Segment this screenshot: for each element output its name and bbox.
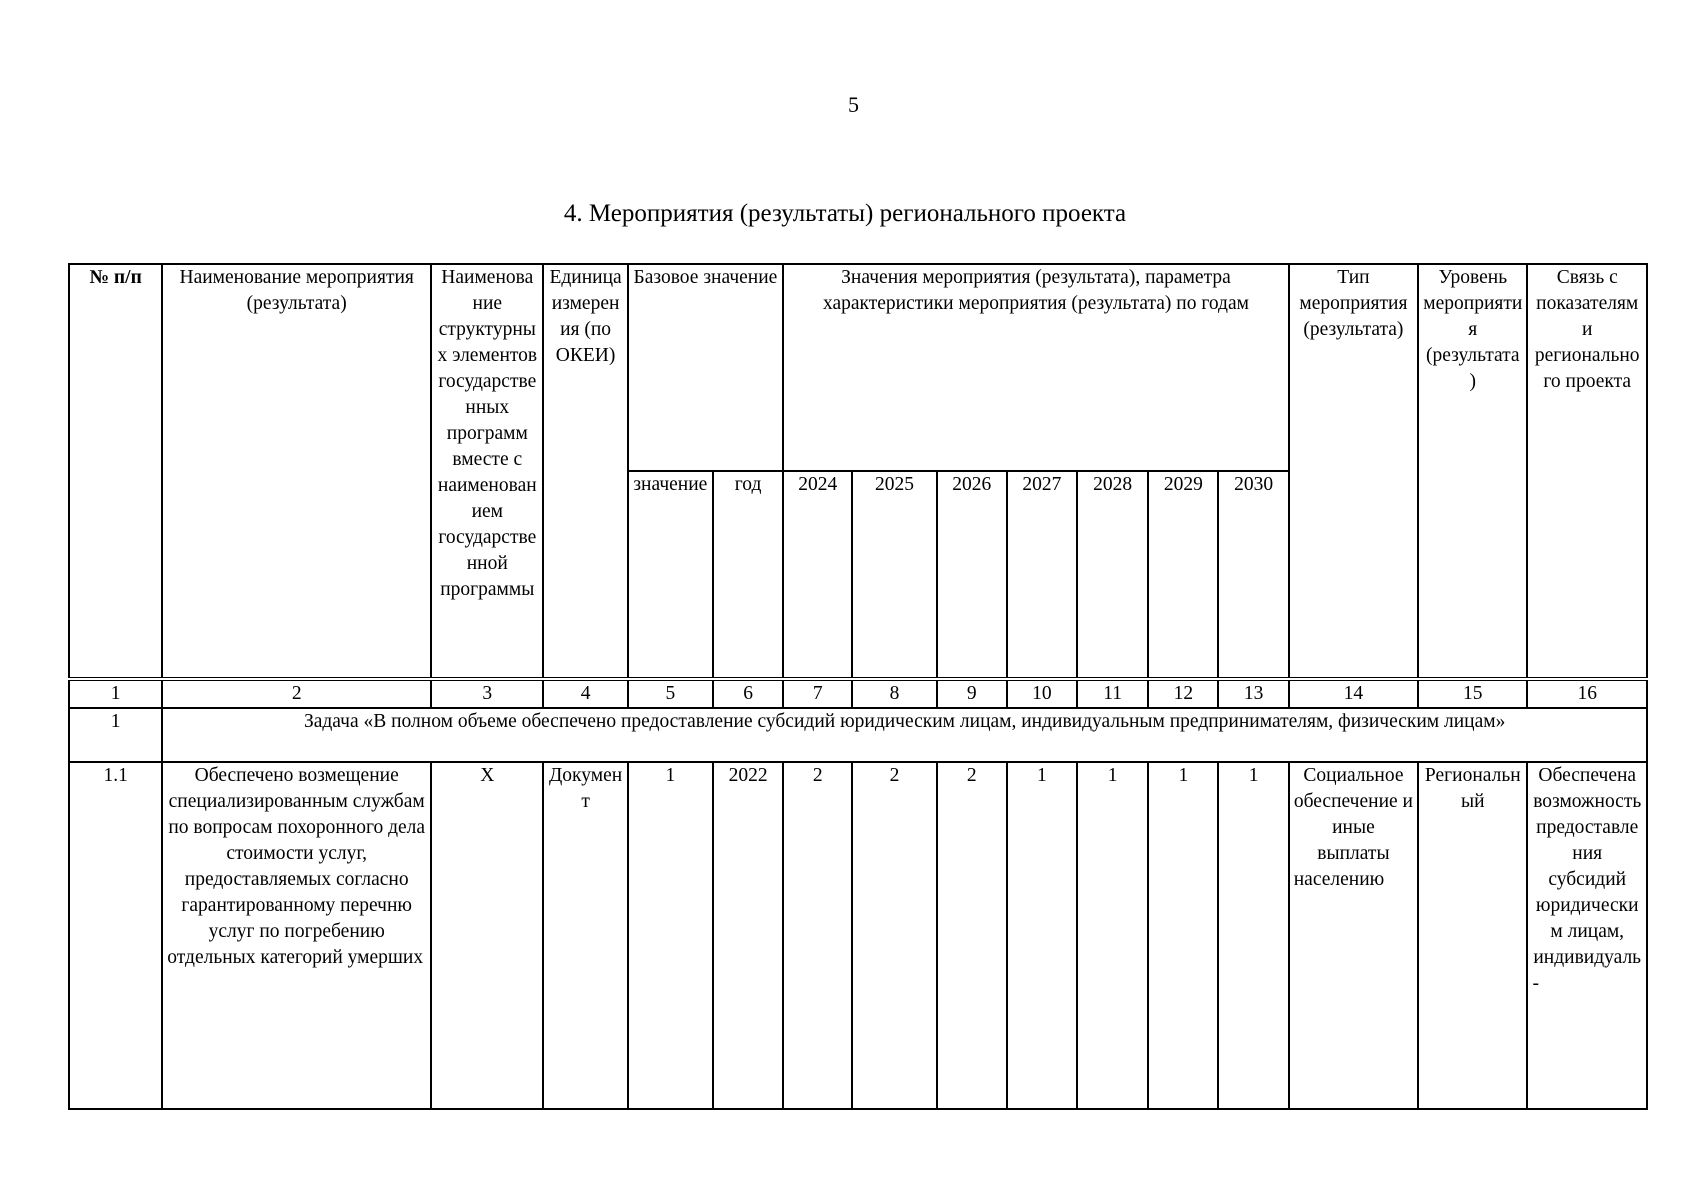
task-row bbox=[69, 708, 1647, 762]
column-number: 11 bbox=[1077, 679, 1148, 708]
row-unit: Документ bbox=[543, 762, 627, 1109]
column-number: 9 bbox=[937, 679, 1007, 708]
row-base-value: 1 bbox=[628, 762, 713, 1109]
column-number: 2 bbox=[162, 679, 431, 708]
header-type: Тип мероприятия (результата) bbox=[1289, 264, 1418, 679]
events-table bbox=[68, 263, 1648, 1110]
header-year: 2030 bbox=[1218, 471, 1288, 679]
column-number: 5 bbox=[628, 679, 713, 708]
column-numbers-row bbox=[69, 679, 1647, 708]
header-year: 2026 bbox=[937, 471, 1007, 679]
column-number: 3 bbox=[431, 679, 543, 708]
row-year-value: 1 bbox=[1007, 762, 1077, 1109]
header-number: № п/п bbox=[69, 264, 162, 679]
row-year-value: 2 bbox=[783, 762, 852, 1109]
header-year: 2027 bbox=[1007, 471, 1077, 679]
header-row-1 bbox=[69, 264, 1647, 471]
row-structural-element: Х bbox=[431, 762, 543, 1109]
row-base-year: 2022 bbox=[713, 762, 783, 1109]
header-year: 2028 bbox=[1077, 471, 1148, 679]
column-number: 7 bbox=[783, 679, 852, 708]
row-link: Обеспечена возможность предоставления субсидий юридическим лицам, индивидуаль- bbox=[1527, 762, 1647, 1109]
column-number: 6 bbox=[713, 679, 783, 708]
header-values-by-year: Значения мероприятия (результата), параметра характеристики мероприятия (результата) по годам bbox=[783, 264, 1289, 471]
task-number: 1 bbox=[69, 708, 162, 762]
header-base-value: Базовое значение bbox=[628, 264, 783, 471]
column-number: 1 bbox=[69, 679, 162, 708]
row-type: Социальное обеспечение и иные выплаты населению bbox=[1289, 762, 1418, 1109]
header-year: 2024 bbox=[783, 471, 852, 679]
column-number: 14 bbox=[1289, 679, 1418, 708]
column-number: 10 bbox=[1007, 679, 1077, 708]
row-number: 1.1 bbox=[69, 762, 162, 1109]
row-year-value: 1 bbox=[1218, 762, 1288, 1109]
row-year-value: 1 bbox=[1077, 762, 1148, 1109]
header-base-value-year: год bbox=[713, 471, 783, 679]
column-number: 4 bbox=[543, 679, 627, 708]
column-number: 15 bbox=[1418, 679, 1527, 708]
header-event-name: Наименование мероприятия (результата) bbox=[162, 264, 431, 679]
header-year: 2029 bbox=[1148, 471, 1218, 679]
header-structural-elements: Наименование структурных элементов государственных программ вместе с наименованием государственной программы bbox=[431, 264, 543, 679]
header-year: 2025 bbox=[852, 471, 936, 679]
row-event-name: Обеспечено возмещение специализированным службам по вопросам похоронного дела стоимости услуг, предоставляемых согласно гарантированному перечню услуг по погребению отдельных категорий умерших bbox=[162, 762, 431, 1109]
page-number: 5 bbox=[848, 92, 859, 117]
column-number: 16 bbox=[1527, 679, 1647, 708]
column-number: 12 bbox=[1148, 679, 1218, 708]
row-year-value: 2 bbox=[852, 762, 936, 1109]
column-number: 8 bbox=[852, 679, 936, 708]
header-unit: Единица измерения (по ОКЕИ) bbox=[543, 264, 627, 679]
section-title: 4. Мероприятия (результаты) регионального проекта bbox=[563, 200, 1127, 227]
header-link: Связь с показателями регионального проекта bbox=[1527, 264, 1647, 679]
column-number: 13 bbox=[1218, 679, 1288, 708]
header-base-value-value: значение bbox=[628, 471, 713, 679]
header-level: Уровень мероприятия (результата) bbox=[1418, 264, 1527, 679]
row-level: Региональный bbox=[1418, 762, 1527, 1109]
table-row bbox=[69, 762, 1647, 1109]
row-year-value: 2 bbox=[937, 762, 1007, 1109]
task-text: Задача «В полном объеме обеспечено предоставление субсидий юридическим лицам, индивидуальным предпринимателям, физическим лицам» bbox=[162, 708, 1647, 762]
row-year-value: 1 bbox=[1148, 762, 1218, 1109]
